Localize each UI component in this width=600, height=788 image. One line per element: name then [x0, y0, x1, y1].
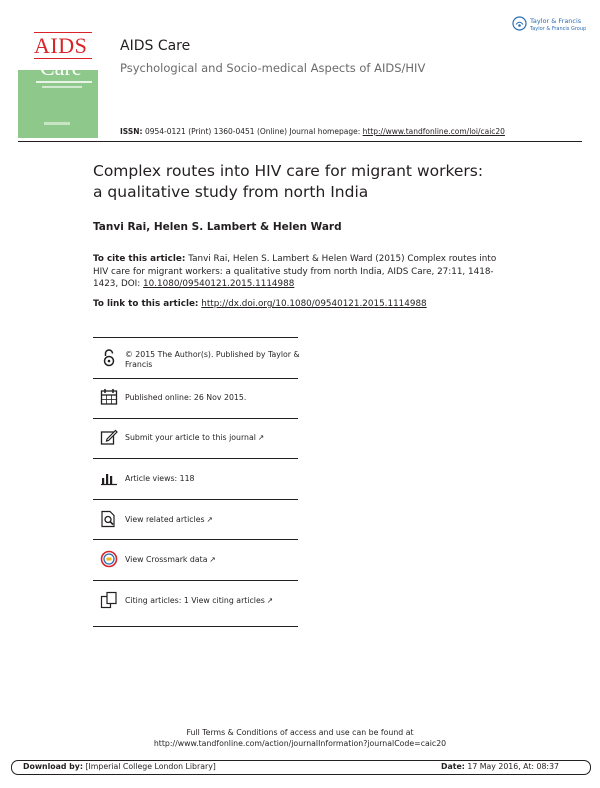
info-divider: [93, 626, 298, 627]
article-title: Complex routes into HIV care for migrant workers: a qualitative study from north India: [93, 162, 484, 201]
external-link-icon: ↗: [209, 555, 216, 564]
header-divider: [18, 141, 582, 142]
journal-title: AIDS Care: [120, 38, 191, 54]
submit-article-row[interactable]: [100, 428, 300, 448]
journal-homepage-link[interactable]: http://www.tandfonline.com/loi/caic20: [362, 127, 505, 136]
info-divider: [93, 499, 298, 500]
article-authors: Tanvi Rai, Helen S. Lambert & Helen Ward: [93, 221, 342, 233]
cover-aids-text: AIDS: [34, 33, 88, 58]
publisher-logo[interactable]: [512, 16, 587, 38]
info-divider: [93, 418, 298, 419]
external-link-icon: ↗: [206, 515, 213, 524]
info-divider: [93, 539, 298, 540]
external-link-icon: ↗: [266, 596, 274, 605]
open-access-lock-icon: [100, 349, 118, 367]
citation-doi-link[interactable]: 10.1080/09540121.2015.1114988: [143, 279, 295, 289]
journal-cover-image: [18, 30, 98, 138]
citing-articles-row[interactable]: [100, 591, 300, 611]
crossmark-link[interactable]: View Crossmark data: [125, 555, 208, 564]
terms-notice: Full Terms & Conditions of access and use can be found at http://www.tandfonline.com/action/journalInformation?journalCode=caic20: [0, 727, 600, 749]
crossmark-icon: [100, 550, 118, 568]
article-doi-link[interactable]: http://dx.doi.org/10.1080/09540121.2015.1114988: [201, 299, 427, 309]
citing-articles-icon: [100, 591, 118, 609]
crossmark-row[interactable]: [100, 550, 300, 570]
info-divider: [93, 458, 298, 459]
bar-chart-icon: [100, 469, 118, 487]
download-date: Date: 17 May 2016, At: 08:37: [441, 762, 559, 771]
related-articles-row[interactable]: [100, 510, 300, 530]
citing-articles-link[interactable]: Citing articles: 1 View citing articles: [125, 596, 265, 605]
journal-subtitle: Psychological and Socio-medical Aspects of AIDS/HIV: [120, 61, 426, 75]
article-views-row: Article views: 118: [100, 469, 300, 489]
calendar-icon: [100, 388, 118, 406]
external-link-icon: ↗: [257, 433, 265, 442]
info-divider: [93, 378, 298, 379]
info-divider: [93, 580, 298, 581]
issn-line: ISSN: 0954-0121 (Print) 1360-0451 (Online) Journal homepage: http://www.tandfonline.com/loi/caic20: [120, 127, 505, 136]
article-link-block: To link to this article: http://dx.doi.org/10.1080/09540121.2015.1114988: [93, 299, 427, 309]
submit-article-link[interactable]: Submit your article to this journal: [125, 433, 256, 442]
publisher-logo-icon: [512, 16, 527, 31]
citation-block: To cite this article: Tanvi Rai, Helen S. Lambert & Helen Ward (2015) Complex routes into HIV care for migrant workers: a qualitative study from north India, AIDS Care, 27:11, 1418-1423, DOI: 10.1080/09540121.2015.1114988: [93, 254, 497, 289]
publisher-logo-subtext: Taylor & Francis Group: [530, 26, 587, 32]
info-divider: [93, 337, 298, 338]
published-online-row: Published online: 26 Nov 2015.: [100, 388, 300, 408]
related-articles-link[interactable]: View related articles: [125, 515, 205, 524]
cover-care-text: Care: [40, 55, 82, 80]
download-info-bar: [11, 760, 591, 775]
submit-pencil-icon: [100, 428, 118, 446]
publisher-logo-text: Taylor & Francis: [530, 17, 582, 25]
open-access-row: © 2015 The Author(s). Published by Taylor & Francis: [100, 349, 300, 369]
downloaded-by: Download by: [Imperial College London Library]: [23, 762, 216, 771]
related-search-icon: [100, 510, 118, 528]
terms-url-link[interactable]: http://www.tandfonline.com/action/journalInformation?journalCode=caic20: [153, 739, 447, 748]
